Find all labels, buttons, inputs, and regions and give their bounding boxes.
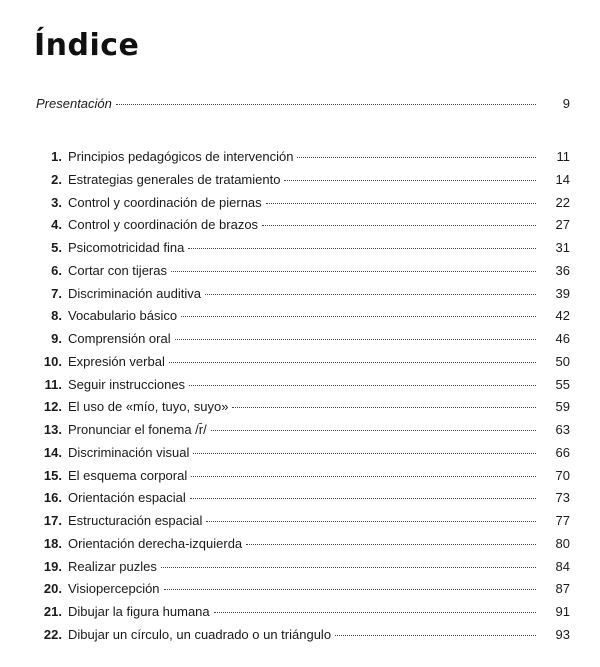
toc-leader-dots — [116, 92, 536, 105]
toc-entry-label: Orientación espacial — [68, 490, 186, 506]
toc-leader-dots — [214, 600, 536, 613]
toc-leader-dots — [284, 168, 536, 181]
toc-entry[interactable] — [36, 580, 570, 598]
toc-entry-label: Expresión verbal — [68, 353, 165, 369]
toc-entry-number: 12. — [43, 399, 62, 415]
toc-entry-page: 66 — [555, 444, 570, 460]
toc-leader-dots — [190, 486, 536, 499]
toc-leader-dots — [232, 395, 536, 408]
toc-leader-dots — [262, 213, 536, 226]
toc-entry-page: 39 — [555, 285, 570, 301]
toc-leader-dots — [246, 532, 536, 545]
toc-entry[interactable] — [36, 467, 570, 485]
toc-entry-page: 93 — [555, 626, 570, 642]
toc-presentation-label: Presentación — [36, 96, 112, 111]
toc-entry-label: Psicomotricidad fina — [68, 240, 185, 255]
toc-entry-label: Vocabulario básico — [68, 308, 178, 324]
toc-entry-number: 6. — [51, 262, 62, 278]
toc-entry-page: 70 — [555, 467, 570, 483]
toc-entry[interactable] — [36, 558, 570, 576]
toc-entry[interactable] — [36, 194, 570, 212]
toc-leader-dots — [191, 464, 536, 477]
toc-leader-dots — [181, 304, 536, 317]
toc-entry-page: 55 — [555, 376, 570, 392]
toc-leader-dots — [206, 509, 536, 522]
toc-entry-page: 27 — [555, 217, 570, 233]
toc-entry-number: 11. — [44, 376, 62, 392]
toc-entry[interactable] — [36, 444, 570, 462]
toc-entry-label: El uso de «mío, tuyo, suyo» — [68, 399, 229, 415]
toc-entry[interactable] — [36, 398, 570, 416]
toc-entry-page: 80 — [555, 535, 570, 551]
toc-entry-page: 14 — [555, 171, 570, 187]
toc-entry-label: Dibujar un círculo, un cuadrado o un triángulo — [68, 626, 332, 642]
toc-entry-number: 18. — [43, 535, 62, 551]
toc-entry-label: Control y coordinación de piernas — [68, 194, 262, 210]
toc-entry-label: Pronunciar el fonema /r̄/ — [68, 422, 207, 437]
toc-entry-number: 14. — [43, 444, 62, 460]
toc-entry-number: 15. — [43, 467, 62, 483]
toc-entry-number: 4. — [51, 217, 62, 233]
toc-leader-dots — [164, 577, 536, 590]
toc-leader-dots — [211, 418, 536, 431]
toc-entry[interactable] — [36, 262, 570, 280]
toc-leader-dots — [169, 350, 536, 363]
toc-entry-number: 3. — [51, 194, 62, 210]
toc-leader-dots — [189, 373, 536, 386]
toc-entry-page: 36 — [555, 262, 570, 278]
toc-entry-label: Cortar con tijeras — [68, 262, 167, 278]
toc-entry-number: 13. — [43, 422, 62, 437]
toc-entry-number: 22. — [43, 626, 62, 642]
toc-leader-dots — [297, 145, 536, 158]
toc-entry-label: Estructuración espacial — [68, 513, 203, 528]
toc-entry-number: 19. — [43, 558, 62, 574]
toc-entry-label: Visiopercepción — [68, 581, 160, 597]
toc-entry-page: 46 — [555, 331, 570, 346]
toc-entry-label: Estrategias generales de tratamiento — [68, 171, 281, 187]
toc-entry[interactable] — [36, 285, 570, 303]
page-title: Índice — [34, 28, 140, 63]
toc-entry[interactable] — [36, 535, 570, 553]
toc-entry-label: Realizar puzles — [68, 558, 157, 574]
toc-entry[interactable] — [36, 148, 570, 166]
toc-leader-dots — [161, 555, 536, 568]
toc-entry-number: 9. — [51, 331, 62, 346]
toc-entry-number: 7. — [51, 285, 62, 301]
toc-leader-dots — [175, 327, 536, 340]
toc-entry-page: 73 — [555, 490, 570, 506]
toc-entry-page: 11 — [556, 149, 570, 164]
toc-entry[interactable] — [36, 626, 570, 644]
toc-entry-number: 8. — [51, 308, 62, 324]
toc-entry-label: Dibujar la figura humana — [68, 604, 210, 619]
toc-presentation-page: 9 — [562, 96, 570, 111]
toc-entry[interactable] — [36, 239, 570, 257]
toc-entry-label: Discriminación auditiva — [68, 285, 201, 301]
toc-entry-page: 87 — [555, 581, 570, 597]
toc-entry[interactable] — [36, 330, 570, 348]
toc-leader-dots — [193, 441, 536, 454]
toc-entry-page: 42 — [555, 308, 570, 324]
toc-entry[interactable] — [36, 353, 570, 371]
toc-entry-number: 2. — [51, 171, 62, 187]
toc-entry-label: Comprensión oral — [68, 331, 171, 346]
toc-entry-number: 5. — [51, 240, 62, 255]
toc-entry-page: 31 — [555, 240, 570, 255]
toc-entry[interactable] — [36, 307, 570, 325]
toc-entry[interactable] — [36, 216, 570, 234]
toc-entry-label: Seguir instrucciones — [68, 376, 186, 392]
toc-entry-page: 63 — [555, 422, 570, 437]
toc-entry[interactable] — [36, 171, 570, 189]
toc-entry-number: 20. — [43, 581, 62, 597]
toc-entry-number: 21. — [43, 604, 62, 619]
toc-leader-dots — [205, 282, 536, 295]
toc-entry-label: El esquema corporal — [68, 467, 188, 483]
toc-entry-page: 77 — [555, 513, 570, 528]
toc-leader-dots — [335, 623, 536, 636]
toc-entry[interactable] — [36, 512, 570, 530]
toc-entry[interactable] — [36, 489, 570, 507]
toc-entry-page: 59 — [555, 399, 570, 415]
toc-entry-page: 50 — [555, 353, 570, 369]
toc-entry-page: 91 — [555, 604, 570, 619]
toc-entry-label: Discriminación visual — [68, 444, 190, 460]
toc-entry-number: 16. — [43, 490, 62, 506]
toc-entry-label: Control y coordinación de brazos — [68, 217, 259, 233]
toc-entry-number: 1. — [51, 149, 62, 164]
toc-entry[interactable] — [36, 603, 570, 621]
toc-entry-label: Principios pedagógicos de intervención — [68, 149, 294, 164]
toc-entry-label: Orientación derecha-izquierda — [68, 535, 243, 551]
toc-entry-number: 17. — [43, 513, 62, 528]
toc-entry-page: 22 — [555, 194, 570, 210]
toc-entry[interactable] — [36, 376, 570, 394]
toc-presentation-row[interactable] — [36, 95, 570, 113]
toc-leader-dots — [188, 236, 536, 249]
toc-leader-dots — [171, 259, 536, 272]
toc-entry-page: 84 — [555, 558, 570, 574]
toc-entry-number: 10. — [43, 353, 62, 369]
toc-leader-dots — [266, 191, 536, 204]
toc-entry[interactable] — [36, 421, 570, 439]
